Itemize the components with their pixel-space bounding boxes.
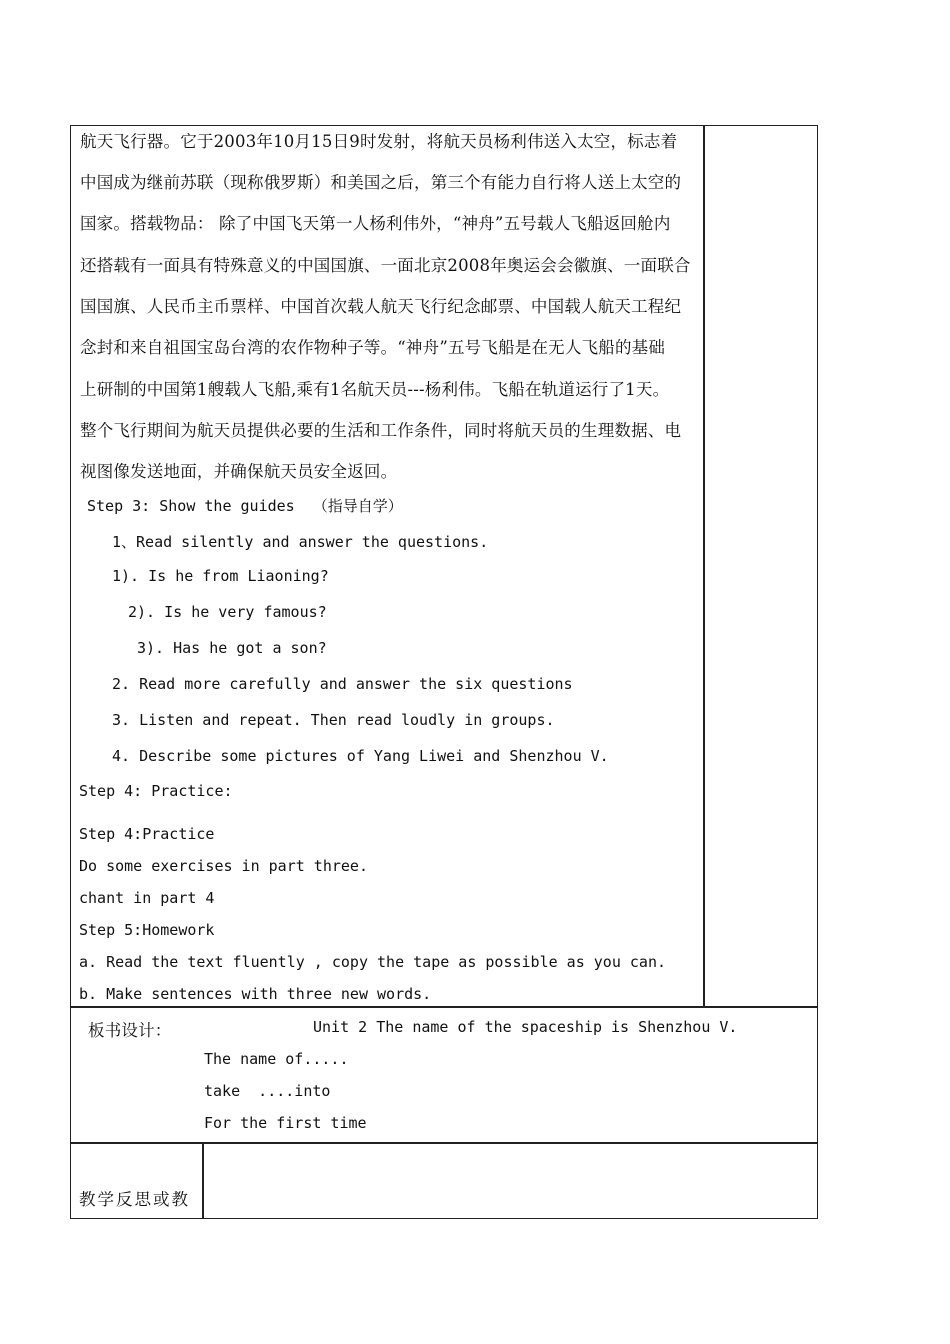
step3-item: 3. Listen and repeat. Then read loudly in groups.	[112, 711, 555, 729]
step5-item: a. Read the text fluently , copy the tape as possible as you can.	[79, 953, 666, 971]
step3-item: 1、Read silently and answer the questions.	[112, 533, 489, 551]
step4-heading: Step 4: Practice:	[79, 782, 233, 800]
paragraph-line: 视图像发送地面，并确保航天员安全返回。	[80, 462, 398, 481]
reflection-label: 教学反思或教	[79, 1190, 190, 1209]
step3-item: 2). Is he very famous?	[128, 603, 327, 621]
board-line: The name of.....	[204, 1050, 349, 1068]
step3-item: 3). Has he got a son?	[137, 639, 327, 657]
reflection-row-top-rule	[70, 1142, 818, 1144]
step5-item: b. Make sentences with three new words.	[79, 985, 432, 1003]
paragraph-line: 国家。搭载物品： 除了中国飞天第一人杨利伟外，“神舟”五号载人飞船返回舱内	[80, 214, 671, 233]
lesson-table	[70, 125, 818, 1219]
paragraph-line: 航天飞行器。它于2003年10月15日9时发射，将航天员杨利伟送入太空，标志着	[80, 132, 678, 151]
step5-heading: Step 5:Homework	[79, 921, 215, 939]
step3-item: 4. Describe some pictures of Yang Liwei and Shenzhou V.	[112, 747, 609, 765]
step3-item: 2. Read more carefully and answer the six questions	[112, 675, 573, 693]
step4-item: chant in part 4	[79, 889, 215, 907]
board-line: For the first time	[204, 1114, 367, 1132]
step3-heading: Step 3: Show the guides （指导自学）	[87, 497, 403, 515]
paragraph-line: 中国成为继前苏联（现称俄罗斯）和美国之后，第三个有能力自行将人送上太空的	[80, 173, 682, 192]
paragraph-line: 整个飞行期间为航天员提供必要的生活和工作条件，同时将航天员的生理数据、电	[80, 421, 682, 440]
board-row-top-rule	[70, 1006, 818, 1008]
paragraph-line: 还搭载有一面具有特殊意义的中国国旗、一面北京2008年奥运会会徽旗、一面联合	[80, 256, 691, 275]
right-column-divider	[703, 125, 705, 1007]
reflection-label-divider	[202, 1142, 204, 1219]
step4-item: Do some exercises in part three.	[79, 857, 368, 875]
step4-practice-heading: Step 4:Practice	[79, 825, 215, 843]
paragraph-line: 国国旗、人民币主币票样、中国首次载人航天飞行纪念邮票、中国载人航天工程纪	[80, 297, 682, 316]
board-title: Unit 2 The name of the spaceship is Shenzhou V.	[313, 1018, 738, 1036]
board-label: 板书设计：	[88, 1021, 172, 1040]
paragraph-line: 念封和来自祖国宝岛台湾的农作物种子等。“神舟”五号飞船是在无人飞船的基础	[80, 338, 666, 357]
board-line: take ....into	[204, 1082, 331, 1100]
paragraph-line: 上研制的中国第1艘载人飞船,乘有1名航天员---杨利伟。飞船在轨道运行了1天。	[80, 380, 670, 399]
step3-item: 1). Is he from Liaoning?	[112, 567, 329, 585]
